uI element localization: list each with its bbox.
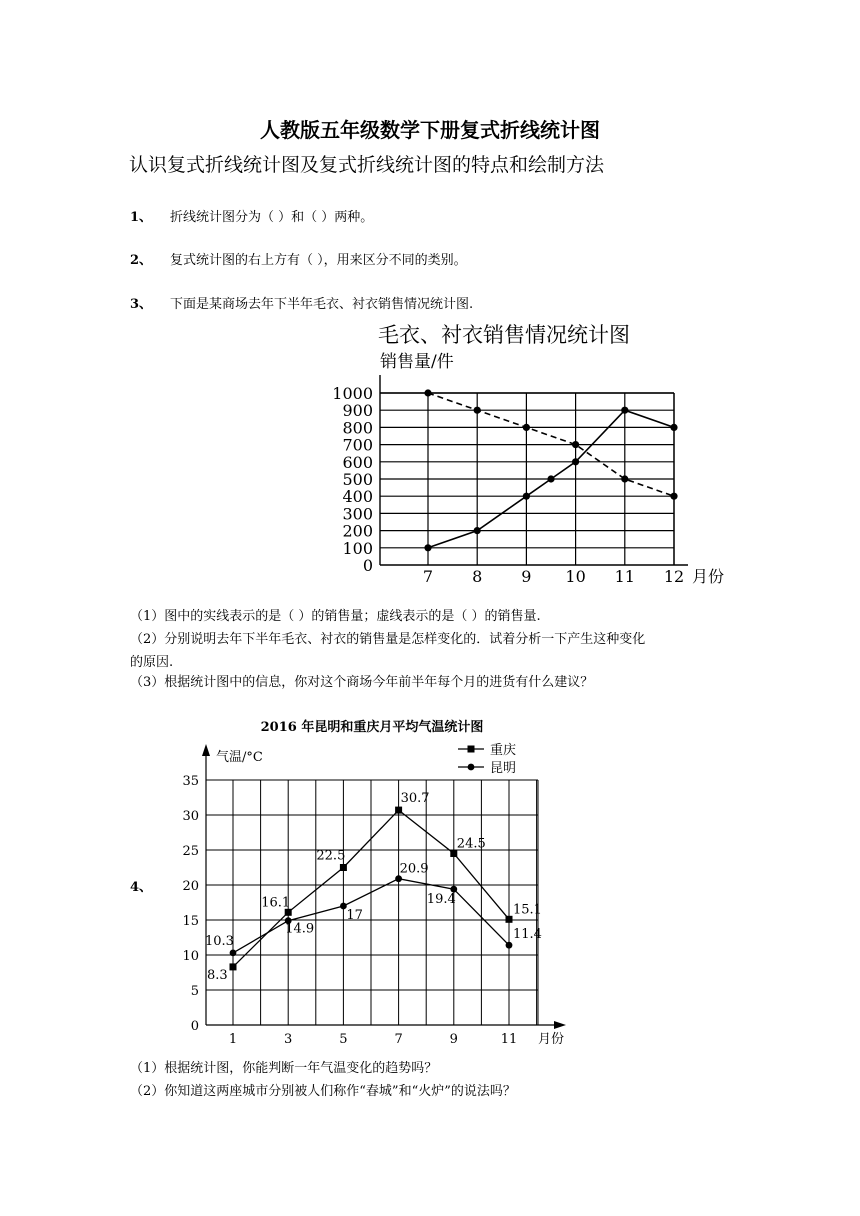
chart2-point-chongqing bbox=[395, 807, 402, 814]
chart2-point-chongqing bbox=[340, 864, 347, 871]
chart2-data-label-chongqing: 30.7 bbox=[400, 791, 430, 807]
chart1-y-tick-label: 0 bbox=[362, 556, 373, 575]
chart1-y-tick-label: 1000 bbox=[332, 384, 373, 403]
chart1-xlabel: 月份 bbox=[692, 567, 725, 586]
chart1-y-tick-label: 400 bbox=[342, 487, 373, 507]
chart2-point-chongqing bbox=[230, 963, 237, 970]
chart2-data-label-kunming: 17 bbox=[346, 908, 363, 923]
question-1-text: 折线统计图分为（ ）和（ ）两种。 bbox=[170, 210, 374, 225]
chart2-y-tick-label: 0 bbox=[190, 1019, 199, 1034]
chart2-ylabel: 气温/°C bbox=[216, 750, 263, 765]
chart2-data-label-chongqing: 15.1 bbox=[513, 902, 542, 918]
chart2-data-label-kunming: 11.4 bbox=[513, 927, 542, 943]
chart1-x-tick-label: 9 bbox=[521, 567, 532, 586]
question-2-text: 复式统计图的右上方有（ ），用来区分不同的类别。 bbox=[170, 253, 467, 268]
chart1-x-tick-label: 10 bbox=[565, 567, 586, 586]
chart1-y-tick-label: 300 bbox=[342, 504, 373, 524]
chart1-y-tick-label: 800 bbox=[342, 418, 373, 438]
question-2-number: 2、 bbox=[130, 253, 153, 268]
chart2-data-label-chongqing: 16.1 bbox=[261, 895, 291, 911]
chart2-data-label-kunming: 10.3 bbox=[205, 933, 234, 949]
question-4-number: 4、 bbox=[130, 880, 153, 895]
page-title: 人教版五年级数学下册复式折线统计图 bbox=[260, 118, 600, 142]
q4-sub-1: （1）根据统计图，你能判断一年气温变化的趋势吗？ bbox=[130, 1061, 438, 1076]
chart2-data-label-kunming: 19.4 bbox=[426, 892, 456, 908]
chart2-x-tick-label: 7 bbox=[394, 1032, 403, 1047]
chart2-legend-label-kunming: 昆明 bbox=[490, 761, 517, 776]
chart2-x-axis-arrow bbox=[554, 1021, 566, 1029]
chart2-legend-marker-chongqing bbox=[468, 746, 475, 753]
chart2-x-tick-label: 5 bbox=[339, 1032, 348, 1047]
chart2-xlabel: 月份 bbox=[538, 1032, 565, 1047]
chart2-y-tick-label: 25 bbox=[182, 844, 199, 859]
chart1-y-tick-label: 500 bbox=[342, 470, 373, 489]
chart1-y-tick-label: 700 bbox=[342, 435, 373, 455]
chart2-legend-label-chongqing: 重庆 bbox=[490, 743, 517, 758]
chart2-y-tick-label: 15 bbox=[182, 914, 199, 929]
chart2-point-kunming bbox=[506, 942, 513, 949]
chart1-y-tick-label: 100 bbox=[342, 538, 373, 558]
chart2-point-kunming bbox=[230, 950, 237, 957]
q3-sub-2: （2）分别说明去年下半年毛衣、衬衣的销售量是怎样变化的．试着分析一下产生这种变化 bbox=[130, 632, 646, 647]
chart1-y-tick-label: 600 bbox=[342, 452, 373, 472]
chart2-x-tick-label: 3 bbox=[284, 1032, 293, 1047]
chart2-y-tick-label: 20 bbox=[182, 879, 199, 894]
q3-sub-1: （1）图中的实线表示的是（ ）的销售量；虚线表示的是（ ）的销售量. bbox=[130, 609, 541, 624]
chart2-y-tick-label: 35 bbox=[182, 774, 199, 789]
chart2-x-tick-label: 1 bbox=[228, 1032, 238, 1047]
q3-sub-3: 的原因. bbox=[130, 655, 174, 670]
q4-sub-2: （2）你知道这两座城市分别被人们称作“春城”和“火炉”的说法吗？ bbox=[130, 1084, 516, 1099]
page-subtitle: 认识复式折线统计图及复式折线统计图的特点和绘制方法 bbox=[129, 154, 605, 176]
chart1-title: 毛衣、衬衣销售情况统计图 bbox=[378, 323, 630, 347]
chart2-x-tick-label: 11 bbox=[500, 1032, 518, 1047]
question-3-number: 3、 bbox=[130, 297, 153, 312]
chart2-point-chongqing bbox=[506, 916, 513, 923]
chart1-y-tick-label: 200 bbox=[342, 521, 373, 541]
chart2-data-label-kunming: 20.9 bbox=[399, 861, 429, 877]
question-1-number: 1、 bbox=[130, 210, 153, 225]
chart2-data-label-chongqing: 22.5 bbox=[316, 848, 346, 864]
chart1-x-tick-label: 12 bbox=[663, 567, 685, 586]
q3-sub-4: （3）根据统计图中的信息，你对这个商场今年前半年每个月的进货有什么建议？ bbox=[130, 675, 594, 690]
chart2-legend-marker-kunming bbox=[468, 764, 475, 771]
chart2-y-tick-label: 5 bbox=[190, 984, 199, 999]
chart1-x-tick-label: 11 bbox=[614, 567, 635, 586]
chart2-data-label-chongqing: 24.5 bbox=[456, 836, 486, 852]
chart2-y-tick-label: 30 bbox=[182, 809, 199, 824]
chart2-x-tick-label: 9 bbox=[449, 1032, 458, 1047]
chart1-ylabel: 销售量/件 bbox=[380, 352, 454, 372]
chart2-data-label-chongqing: 8.3 bbox=[207, 967, 228, 983]
chart2-title: 2016 年昆明和重庆月平均气温统计图 bbox=[260, 720, 484, 735]
chart2-y-axis-arrow bbox=[202, 744, 210, 756]
chart1-x-tick-label: 8 bbox=[472, 567, 483, 586]
chart1-y-tick-label: 900 bbox=[342, 401, 373, 421]
chart2-data-label-kunming: 14.9 bbox=[285, 921, 315, 937]
chart2-y-tick-label: 10 bbox=[182, 949, 199, 964]
question-3-text: 下面是某商场去年下半年毛衣、衬衣销售情况统计图. bbox=[170, 297, 474, 312]
chart1-x-tick-label: 7 bbox=[422, 567, 434, 586]
